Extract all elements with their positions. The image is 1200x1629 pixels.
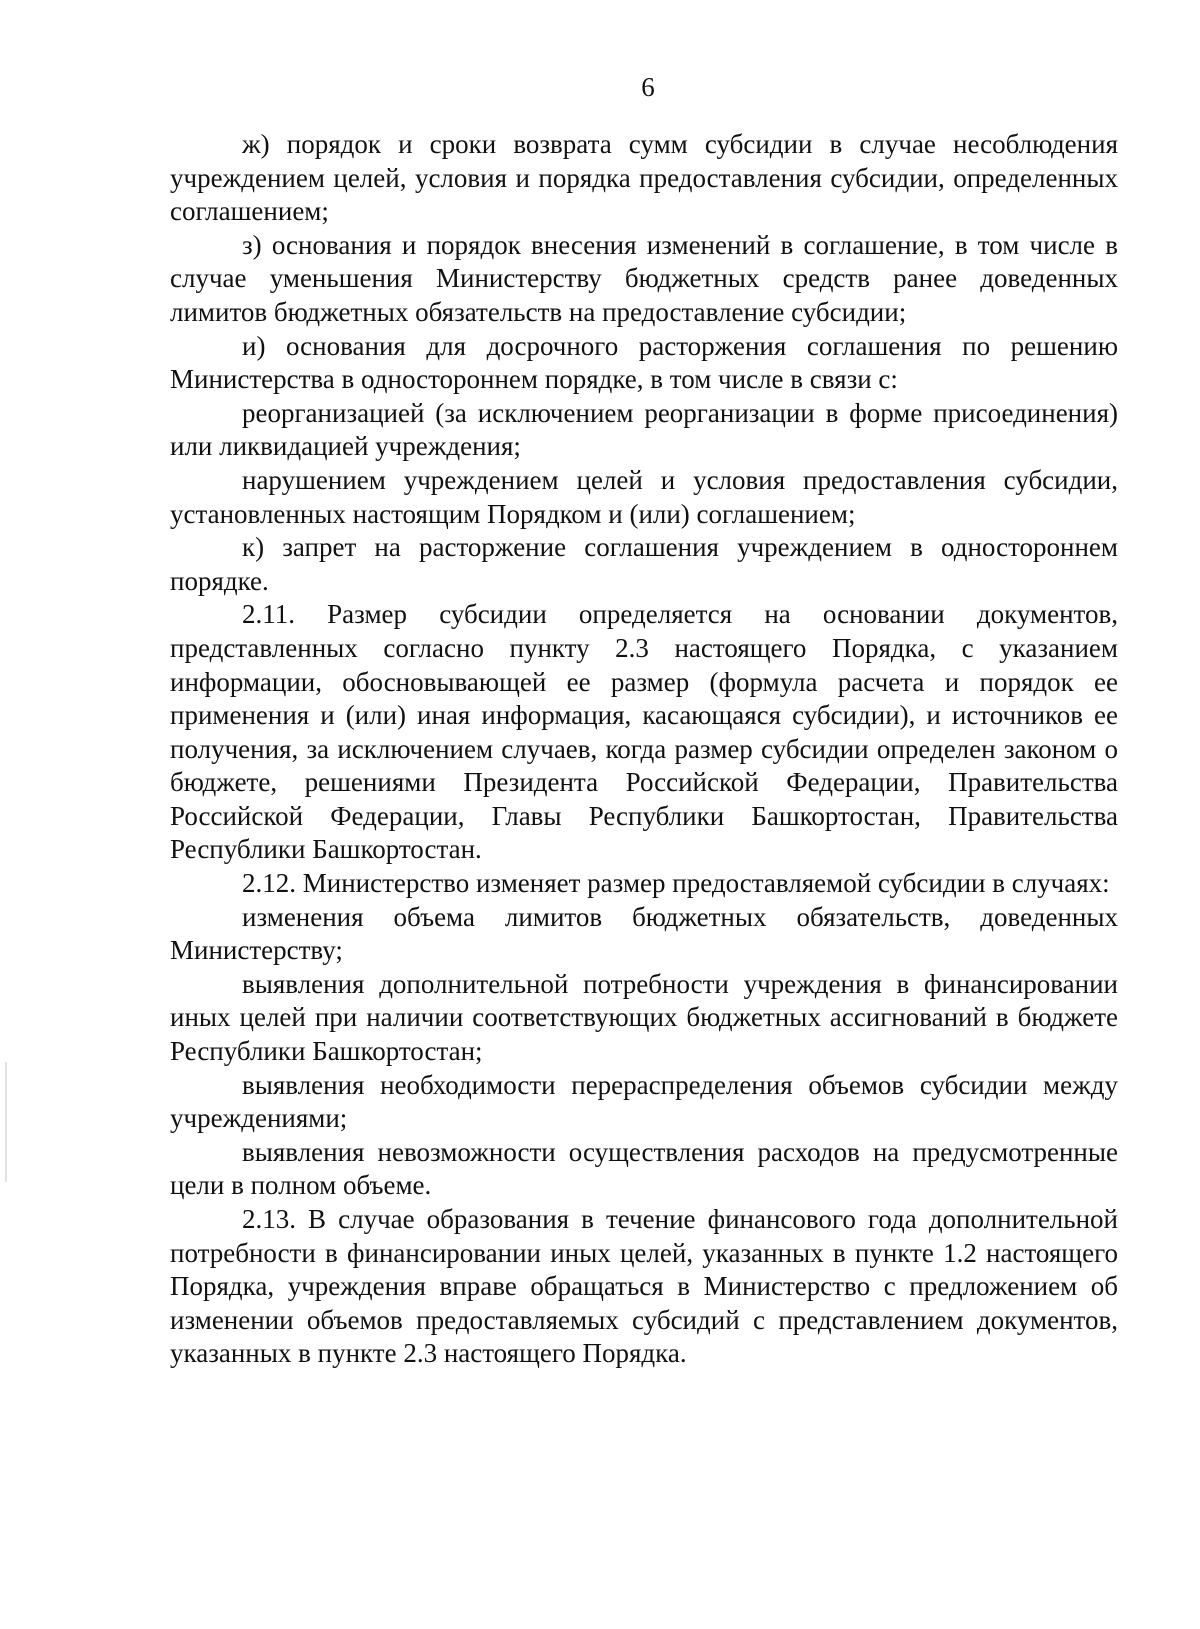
document-body bbox=[170, 128, 1118, 1371]
paragraph-redistribution: выявления необходимости перераспределения объемов субсидии между учреждениями; bbox=[170, 1069, 1118, 1134]
paragraph-2-11: 2.11. Размер субсидии определяется на основании документов, представленных согласно пункту 2.3 настоящего Порядка, с указанием информации, обосновывающей ее размер (формула расчета и порядок ее применения и (или) иная информация, касающаяся субсидии), и источников ее получения, за исключением случаев, когда размер субсидии определен законом о бюджете, решениями Президента Российской Федерации, Правительства Российской Федерации, Главы Республики Башкортостан, Правительства Республики Башкортостан. bbox=[170, 599, 1118, 865]
paragraph-impossibility: выявления невозможности осуществления расходов на предусмотренные цели в полном объеме. bbox=[170, 1136, 1118, 1201]
paragraph-reorganization: реорганизацией (за исключением реорганизации в форме присоединения) или ликвидацией учреждения; bbox=[170, 397, 1118, 462]
paragraph-violation: нарушением учреждением целей и условия предоставления субсидии, установленных настоящим Порядком и (или) соглашением; bbox=[170, 464, 1118, 529]
paragraph-limits-change: изменения объема лимитов бюджетных обязательств, доведенных Министерству; bbox=[170, 901, 1118, 966]
paragraph-2-12: 2.12. Министерство изменяет размер предоставляемой субсидии в случаях: bbox=[242, 868, 1110, 899]
paragraph-zh-return-order: ж) порядок и сроки возврата сумм субсидии в случае несоблюдения учреждением целей, условия и порядка предоставления субсидии, определенных соглашением; bbox=[170, 129, 1118, 227]
scan-edge-mark bbox=[5, 1062, 7, 1182]
page-number: 6 bbox=[641, 72, 655, 102]
paragraph-z-amendment-grounds: з) основания и порядок внесения изменений в соглашение, в том числе в случае уменьшения Министерству бюджетных средств ранее доведенных лимитов бюджетных обязательств на предоставление субсидии; bbox=[170, 229, 1118, 327]
paragraph-2-13: 2.13. В случае образования в течение финансового года дополнительной потребности в финансировании иных целей, указанных в пункте 1.2 настоящего Порядка, учреждения вправе обращаться в Министерство с предложением об изменении объемов предоставляемых субсидий с представлением документов, указанных в пункте 2.3 настоящего Порядка. bbox=[170, 1204, 1118, 1369]
paragraph-i-termination-grounds: и) основания для досрочного расторжения соглашения по решению Министерства в одностороннем порядке, в том числе в связи с: bbox=[170, 330, 1118, 395]
paragraph-k-termination-ban: к) запрет на расторжение соглашения учреждением в одностороннем порядке. bbox=[170, 532, 1118, 596]
paragraph-additional-need: выявления дополнительной потребности учреждения в финансировании иных целей при наличии соответствующих бюджетных ассигнований в бюджете Республики Башкортостан; bbox=[170, 968, 1118, 1067]
